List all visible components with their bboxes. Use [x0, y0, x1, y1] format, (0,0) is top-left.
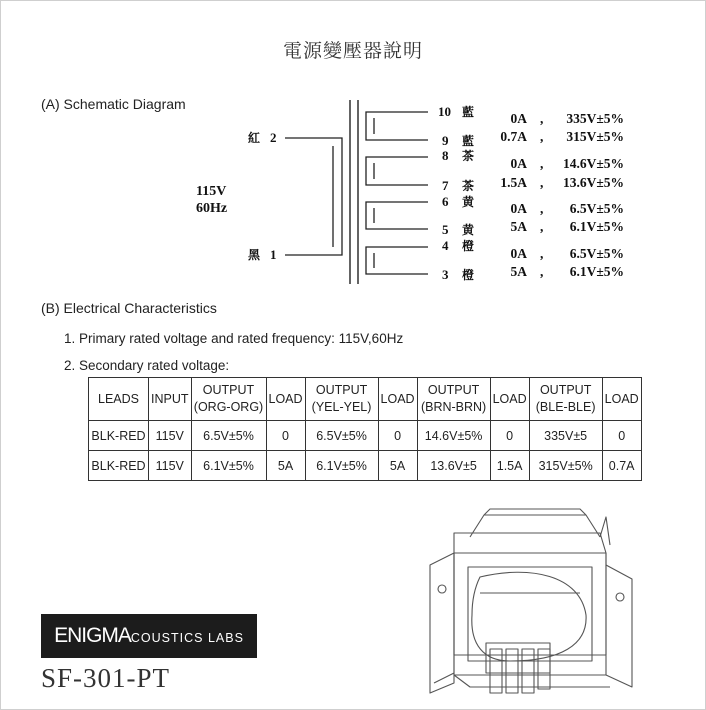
- rating-current: 0.7A: [500, 129, 527, 144]
- header-output-yel: OUTPUT (YEL-YEL): [305, 378, 378, 421]
- header-load: LOAD: [490, 378, 529, 421]
- pin-4-label: 4: [442, 238, 449, 253]
- logo-main-text: ENIGMA: [54, 624, 131, 647]
- pin-6-color: 黄: [462, 195, 475, 209]
- pin-7-label: 7: [442, 178, 449, 193]
- model-number: SF-301-PT: [41, 663, 171, 693]
- secondary-rating-item: 2. Secondary rated voltage:: [64, 358, 230, 373]
- rating-current: 5A: [510, 264, 527, 279]
- pin-3-color: 橙: [462, 268, 475, 282]
- table-cell: BLK-RED: [89, 421, 149, 451]
- rating-separator: ,: [540, 219, 544, 234]
- pin-9-label: 9: [442, 133, 449, 148]
- primary-winding: [285, 138, 342, 255]
- rating-current: 5A: [510, 219, 527, 234]
- rating-separator: ,: [540, 246, 544, 261]
- primary-frequency: 60Hz: [196, 201, 228, 216]
- table-cell: 335V±5: [529, 421, 602, 451]
- rating-voltage: 6.1V±5%: [569, 219, 624, 234]
- table-header-row: [89, 378, 642, 421]
- rating-group-4: [511, 246, 625, 279]
- header-load: LOAD: [266, 378, 305, 421]
- pin-5-label: 5: [442, 222, 449, 237]
- table-cell: 6.1V±5%: [305, 451, 378, 481]
- table-cell: 115V: [149, 421, 192, 451]
- rating-voltage: 6.1V±5%: [569, 264, 624, 279]
- pin-8-label: 8: [442, 148, 449, 163]
- pin-9-color: 藍: [462, 134, 475, 148]
- table-cell: 0: [602, 421, 641, 451]
- rating-group-2: [500, 156, 624, 190]
- header-load: LOAD: [378, 378, 417, 421]
- table-cell: BLK-RED: [89, 451, 149, 481]
- rating-voltage: 14.6V±5%: [562, 156, 624, 171]
- rating-voltage: 335V±5%: [566, 111, 624, 126]
- section-b-heading: (B) Electrical Characteristics: [41, 300, 217, 316]
- section-a-heading: (A) Schematic Diagram: [41, 96, 186, 112]
- secondary-winding-4: [366, 247, 428, 274]
- table-row: [89, 421, 642, 451]
- primary-rating-item: 1. Primary rated voltage and rated frequency: 115V,60Hz: [64, 331, 404, 346]
- rating-separator: ,: [540, 175, 544, 190]
- rating-separator: ,: [540, 201, 544, 216]
- table-cell: 6.5V±5%: [191, 421, 266, 451]
- table-cell: 5A: [266, 451, 305, 481]
- rating-voltage: 6.5V±5%: [569, 246, 624, 261]
- pin-1-label: 1: [270, 247, 277, 262]
- secondary-winding-3: [366, 202, 428, 229]
- rating-current: 0A: [510, 201, 527, 216]
- table-cell: 315V±5%: [529, 451, 602, 481]
- rating-voltage: 315V±5%: [566, 129, 624, 144]
- header-input: INPUT: [149, 378, 192, 421]
- header-leads: LEADS: [89, 378, 149, 421]
- rating-separator: ,: [540, 264, 544, 279]
- rating-group-1: [500, 111, 624, 144]
- table-cell: 0: [378, 421, 417, 451]
- pin-5-color: 黄: [462, 223, 475, 237]
- secondary-winding-1: [366, 112, 428, 140]
- pin-2-color: 紅: [248, 131, 261, 145]
- rating-separator: ,: [540, 111, 544, 126]
- schematic-diagram: [0, 0, 706, 300]
- pin-10-label: 10: [438, 104, 451, 119]
- rating-separator: ,: [540, 129, 544, 144]
- pin-4-color: 橙: [462, 239, 475, 253]
- table-cell: 14.6V±5%: [417, 421, 490, 451]
- pin-10-color: 藍: [462, 105, 475, 119]
- pin-2-label: 2: [270, 130, 277, 145]
- table-cell: 0: [490, 421, 529, 451]
- rating-group-3: [511, 201, 625, 234]
- enigma-logo: [41, 614, 257, 658]
- transformer-illustration: [410, 505, 650, 700]
- pin-6-label: 6: [442, 194, 449, 209]
- header-load: LOAD: [602, 378, 641, 421]
- pin-1-color: 黑: [248, 248, 261, 262]
- rating-current: 0A: [510, 156, 527, 171]
- spec-table: [88, 377, 642, 481]
- table-cell: 6.5V±5%: [305, 421, 378, 451]
- table-cell: 0: [266, 421, 305, 451]
- rating-separator: ,: [540, 156, 544, 171]
- secondary-winding-2: [366, 157, 428, 185]
- table-cell: 1.5A: [490, 451, 529, 481]
- page-title: 電源變壓器說明: [282, 41, 423, 62]
- rating-current: 1.5A: [500, 175, 527, 190]
- rating-voltage: 13.6V±5%: [562, 175, 624, 190]
- pin-8-color: 茶: [462, 149, 475, 163]
- table-cell: 115V: [149, 451, 192, 481]
- rating-voltage: 6.5V±5%: [569, 201, 624, 216]
- header-output-org: OUTPUT (ORG-ORG): [191, 378, 266, 421]
- table-cell: 6.1V±5%: [191, 451, 266, 481]
- pin-3-label: 3: [442, 267, 449, 282]
- table-cell: 13.6V±5: [417, 451, 490, 481]
- rating-current: 0A: [510, 246, 527, 261]
- table-row: [89, 451, 642, 481]
- table-cell: 5A: [378, 451, 417, 481]
- header-output-brn: OUTPUT (BRN-BRN): [417, 378, 490, 421]
- logo-sub-text: COUSTICS LABS: [130, 631, 244, 645]
- table-cell: 0.7A: [602, 451, 641, 481]
- pin-7-color: 茶: [462, 179, 475, 193]
- header-output-ble: OUTPUT (BLE-BLE): [529, 378, 602, 421]
- rating-current: 0A: [510, 111, 527, 126]
- primary-voltage: 115V: [196, 184, 227, 199]
